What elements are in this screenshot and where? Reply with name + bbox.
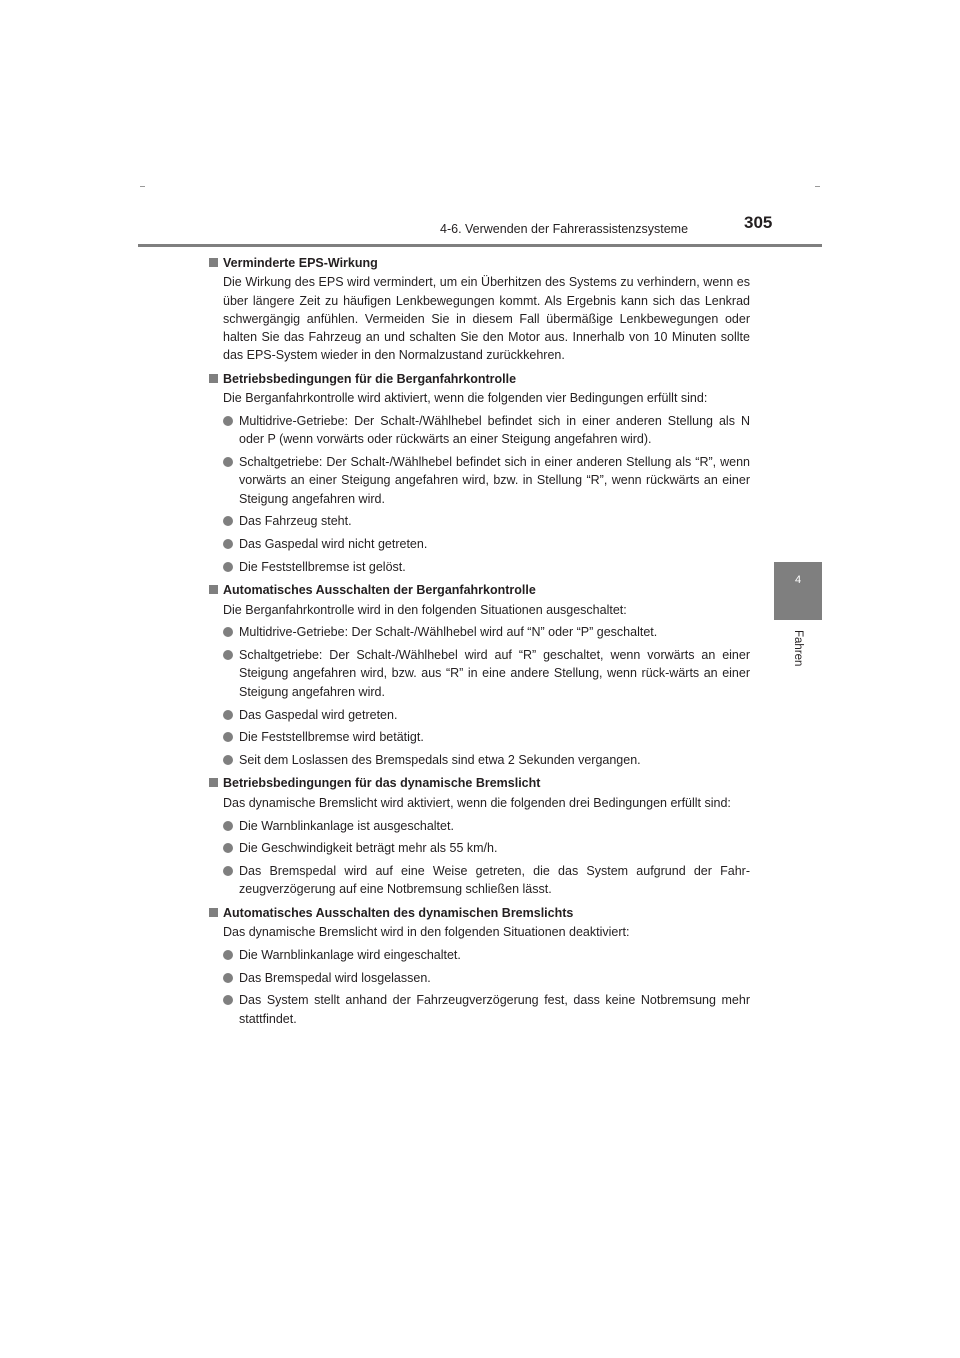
- square-bullet-icon: [209, 258, 218, 267]
- circle-bullet-icon: [223, 650, 233, 660]
- section-heading: [209, 774, 750, 792]
- list-item-text: Das Fahrzeug steht.: [239, 514, 352, 529]
- section-title: Automatisches Ausschalten des dynamischen Bremslichts: [223, 905, 574, 920]
- list-item: [239, 535, 750, 553]
- list-item-text: Die Geschwindigkeit beträgt mehr als 55 km/h.: [239, 841, 498, 856]
- list-item-text: Die Feststellbremse wird betätigt.: [239, 730, 424, 745]
- circle-bullet-icon: [223, 710, 233, 720]
- square-bullet-icon: [209, 778, 218, 787]
- list-item-text: Schaltgetriebe: Der Schalt-/Wählhebel befindet sich in einer anderen Stellung als “R”, wenn vorwärts an einer Steigung angefahren wird, bzw. in Stellung “R”, wenn rückwärts an einer Steigung angefahren wird.: [239, 454, 750, 506]
- list-item-text: Die Warnblinkanlage wird eingeschaltet.: [239, 947, 461, 962]
- chapter-label: Fahren: [792, 630, 804, 667]
- section-paragraph: Die Berganfahrkontrolle wird aktiviert, wenn die folgenden vier Bedingungen erfüllt sind:: [223, 391, 708, 406]
- circle-bullet-icon: [223, 562, 233, 572]
- circle-bullet-icon: [223, 732, 233, 742]
- circle-bullet-icon: [223, 995, 233, 1005]
- list-item-text: Seit dem Loslassen des Bremspedals sind etwa 2 Sekunden vergangen.: [239, 753, 641, 768]
- circle-bullet-icon: [223, 755, 233, 765]
- circle-bullet-icon: [223, 457, 233, 467]
- header-rule: [138, 244, 822, 247]
- page-number: 305: [744, 213, 773, 232]
- list-item-text: Die Feststellbremse ist gelöst.: [239, 559, 406, 574]
- list-item: [239, 728, 750, 746]
- circle-bullet-icon: [223, 950, 233, 960]
- section-paragraph: Das dynamische Bremslicht wird in den folgenden Situationen deaktiviert:: [223, 925, 630, 939]
- section-paragraph: Das dynamische Bremslicht wird aktiviert, wenn die folgenden drei Bedingungen erfüllt sind:: [223, 795, 731, 810]
- list-item-text: Multidrive-Getriebe: Der Schalt-/Wählhebel befindet sich in einer anderen Stellung als N oder P (wenn vorwärts oder rückwärts an einer Steigung angefahren wird).: [239, 413, 750, 447]
- list-item: [239, 646, 750, 701]
- circle-bullet-icon: [223, 539, 233, 549]
- section-paragraph: Die Wirkung des EPS wird vermindert, um ein Überhitzen des Systems zu verhindern, wenn es über längere Zeit zu häufigen Lenkbewegungen kommt. Als Ergebnis kann sich das Lenkrad schwergängig anfühlen. Vermeiden Sie in diesem Fall übermäßige Lenkbewegungen oder halten Sie das Fahrzeug an und schalten Sie den Motor aus. Innerhalb von 10 Minuten sollte das EPS-System wieder in den Normalzustand zurückkehren.: [223, 275, 750, 363]
- list-item: [239, 412, 750, 449]
- list-item-text: Multidrive-Getriebe: Der Schalt-/Wählhebel wird auf “N” oder “P” geschaltet.: [239, 625, 658, 640]
- chapter-label-box: [775, 630, 821, 680]
- list-item: [239, 453, 750, 508]
- crop-mark-left: [140, 186, 145, 187]
- chapter-tab: [774, 562, 822, 620]
- page-content: [209, 254, 750, 1028]
- list-item: [239, 751, 750, 769]
- running-header: 4-6. Verwenden der Fahrerassistenzsysteme: [440, 222, 689, 236]
- circle-bullet-icon: [223, 843, 233, 853]
- crop-mark-right: [815, 186, 820, 187]
- circle-bullet-icon: [223, 973, 233, 983]
- list-item-text: Die Warnblinkanlage ist ausgeschaltet.: [239, 818, 454, 833]
- list-item: [239, 558, 750, 576]
- list-item-text: Das Bremspedal wird losgelassen.: [239, 970, 431, 985]
- list-item: [239, 839, 750, 857]
- list-item-text: Das Bremspedal wird auf eine Weise getreten, die das System aufgrund der Fahr-zeugverzögerung auf eine Notbremsung schließen lässt.: [239, 864, 750, 897]
- list-item: [239, 512, 750, 530]
- section-title: Betriebsbedingungen für das dynamische Bremslicht: [223, 776, 541, 791]
- section-title: Verminderte EPS-Wirkung: [223, 256, 378, 270]
- list-item: [239, 946, 750, 964]
- section-heading: [209, 581, 750, 599]
- square-bullet-icon: [209, 374, 218, 383]
- list-item-text: Das Gaspedal wird getreten.: [239, 707, 398, 722]
- circle-bullet-icon: [223, 821, 233, 831]
- list-item: [239, 991, 750, 1028]
- list-item: [239, 969, 750, 987]
- square-bullet-icon: [209, 908, 218, 917]
- circle-bullet-icon: [223, 627, 233, 637]
- list-item: [239, 623, 750, 641]
- section-paragraph: Die Berganfahrkontrolle wird in den folgenden Situationen ausgeschaltet:: [223, 602, 627, 617]
- list-item: [239, 706, 750, 724]
- section-title: Betriebsbedingungen für die Berganfahrkontrolle: [223, 371, 517, 386]
- list-item: [239, 817, 750, 835]
- circle-bullet-icon: [223, 416, 233, 426]
- list-item-text: Das Gaspedal wird nicht getreten.: [239, 537, 428, 552]
- chapter-number: 4: [794, 574, 802, 586]
- circle-bullet-icon: [223, 866, 233, 876]
- list-item-text: Schaltgetriebe: Der Schalt-/Wählhebel wird auf “R” geschaltet, wenn vorwärts an einer Steigung angefahren wird, bzw. aus “R” in eine andere Stellung, wenn rück-wärts an einer Steigung angefahren wird.: [239, 648, 750, 699]
- circle-bullet-icon: [223, 516, 233, 526]
- list-item: [239, 862, 750, 899]
- section-title: Automatisches Ausschalten der Berganfahrkontrolle: [223, 583, 536, 598]
- list-item-text: Das System stellt anhand der Fahrzeugverzögerung fest, dass keine Notbremsung mehr stattfindet.: [239, 993, 750, 1026]
- section-heading: [209, 254, 750, 272]
- section-heading: [209, 904, 750, 922]
- section-heading: [209, 370, 750, 388]
- square-bullet-icon: [209, 585, 218, 594]
